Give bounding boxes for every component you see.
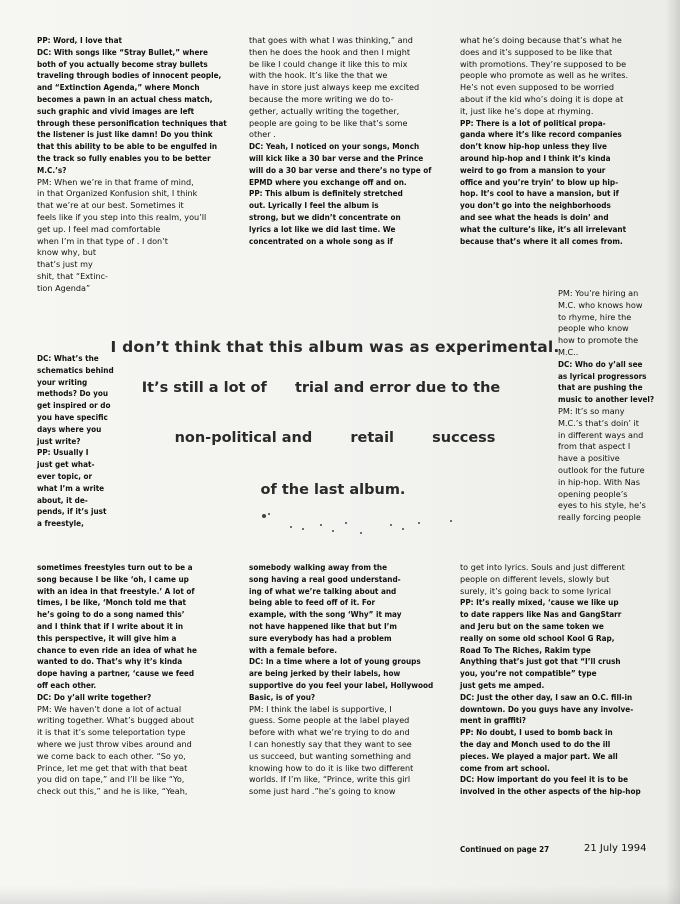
text-line: with a female before.: [249, 644, 338, 655]
text-line: EPMD where you exchange off and on.: [249, 176, 407, 187]
text-line: Anything that’s just got that “I’ll crush: [460, 656, 621, 667]
text-line: feels like if you step into this realm, you’ll: [37, 211, 207, 222]
text-line: PP: This album is definitely stretched: [249, 188, 403, 199]
text-line: will do a 30 bar verse and there’s no type of: [249, 164, 432, 175]
text-line: not have happened like that but I’m: [249, 620, 398, 631]
text-line: people who promote as well as he writes.: [460, 70, 629, 81]
pull-quote-line-4: of the last album.: [260, 482, 406, 498]
text-line: tion Agenda”: [37, 282, 91, 293]
text-line: methods? Do you: [37, 388, 109, 399]
text-line: M.C..: [558, 346, 579, 357]
text-line: your writing: [37, 376, 88, 387]
text-line: PM: It’s so many: [558, 405, 625, 416]
text-line: don’t know hip-hop unless they live: [460, 141, 607, 152]
text-line: where we just throw vibes around and: [37, 738, 192, 749]
text-line: schematics behind: [37, 364, 114, 375]
text-line: you have specific: [37, 411, 108, 422]
text-line: such graphic and vivid images are left: [37, 105, 195, 116]
text-line: before with what we’re trying to do and: [249, 727, 410, 738]
page-bottom-shadow: [0, 886, 680, 904]
text-line: writing together. What’s bugged about: [37, 715, 194, 726]
text-line: PP: It’s really mixed, ‘cause we like up: [460, 597, 619, 608]
text-line: and see what the heads is doin’ and: [460, 211, 609, 222]
text-line: opening people’s: [558, 488, 628, 499]
text-line: then he does the hook and then I might: [249, 46, 410, 57]
text-line: M.C.’s?: [37, 164, 67, 175]
text-line: just gets me amped.: [460, 679, 545, 690]
text-line: he’s going to do a song named this’: [37, 609, 185, 620]
text-line: I can honestly say that they want to see: [249, 738, 412, 749]
text-line: people who know: [558, 323, 629, 334]
text-line: check out this,” and he is like, “Yeah,: [37, 786, 188, 797]
text-line: hop. It’s cool to have a mansion, but if: [460, 188, 619, 199]
text-line: the day and Monch used to do the ill: [460, 738, 611, 749]
text-line: supportive do you feel your label, Hollywood: [249, 679, 434, 690]
text-line: DC: Just the other day, I saw an O.C. fill-in: [460, 691, 633, 702]
pull-quote-line-1: I don’t think that this album was as experimental.: [110, 338, 560, 356]
text-line: M.C.’s that’s doin’ it: [558, 417, 639, 428]
text-line: both of you actually become stray bullets: [37, 58, 208, 69]
text-line: guess. Some people at the label played: [249, 715, 410, 726]
text-line: what he’s doing because that’s what he: [460, 35, 622, 45]
text-line: dope having a partner, ‘cause we feed: [37, 668, 195, 679]
text-line: what the culture’s like, it’s all irrelevant: [460, 223, 627, 234]
text-line: DC: Who do y’all see: [558, 358, 643, 369]
text-line: other .: [249, 129, 276, 140]
text-line: sometimes freestyles turn out to be a: [37, 562, 193, 572]
text-line: get up. I feel mad comfortable: [37, 223, 161, 234]
text-line: how to promote the: [558, 335, 639, 346]
text-line: really forcing people: [558, 512, 641, 523]
text-line: you, you’re not compatible” type: [460, 668, 597, 679]
text-line: PM: You’re hiring an: [558, 288, 639, 298]
text-line: because the more writing we do to-: [249, 93, 394, 104]
text-line: it, just like he’s dope at rhyming.: [460, 105, 594, 116]
text-line: and I think that if I write about it in: [37, 620, 184, 631]
text-line: what I’m a write: [37, 482, 105, 493]
text-line: sure everybody has had a problem: [249, 632, 392, 643]
text-line: somebody walking away from the: [249, 562, 388, 572]
text-line: DC: With songs like “Stray Bullet,” where: [37, 46, 208, 57]
text-line: DC: What’s the: [37, 353, 99, 363]
text-line: wanted to do. That’s why it’s kinda: [37, 656, 183, 667]
text-line: M.C. who knows how: [558, 299, 643, 310]
text-line: does and it’s supposed to be like that: [460, 46, 613, 57]
text-line: have in store just always keep me excited: [249, 82, 420, 93]
text-line: days where you: [37, 423, 102, 434]
text-line: pends, if it’s just: [37, 506, 107, 517]
text-line: PP: There is a lot of political propa-: [460, 117, 606, 128]
column-right-bottom: [460, 562, 665, 798]
text-line: about if the kid who’s doing it is dope at: [460, 93, 624, 104]
text-line: that we’re at our best. Sometimes it: [37, 200, 184, 211]
text-line: knowing how to do it is like two different: [249, 762, 414, 773]
text-line: PM: We haven’t done a lot of actual: [37, 703, 182, 714]
text-line: outlook for the future: [558, 464, 645, 475]
text-line: DC: Do y’all write together?: [37, 691, 152, 702]
text-line: and Jeru but on the same token we: [460, 620, 604, 631]
text-line: surely, it’s going back to some lyrical: [460, 585, 612, 596]
text-line: being able to feed off of it. For: [249, 597, 376, 608]
text-line: traveling through bodies of innocent people,: [37, 70, 222, 81]
text-line: us succeed, but wanting something and: [249, 750, 412, 761]
text-line: strong, but we didn’t concentrate on: [249, 211, 401, 222]
text-line: with the hook. It’s like the that we: [249, 70, 388, 81]
text-line: we come back to each other. “So yo,: [37, 750, 186, 761]
text-line: becomes a pawn in an actual chess match,: [37, 93, 213, 104]
text-line: music to another level?: [558, 394, 655, 405]
column-right-mid: [558, 288, 668, 524]
text-line: to get into lyrics. Souls and just different: [460, 562, 625, 572]
text-line: that goes with what I was thinking,” and: [249, 35, 413, 45]
text-line: PP: No doubt, I used to bomb back in: [460, 727, 613, 738]
text-line: and “Extinction Agenda,” where Monch: [37, 82, 200, 93]
text-line: DC: Yeah, I noticed on your songs, Monch: [249, 141, 420, 152]
column-middle-top: [249, 35, 454, 247]
text-line: ever topic, or: [37, 470, 93, 481]
text-line: concentrated on a whole song as if: [249, 235, 393, 246]
column-middle-bottom: [249, 562, 454, 798]
text-line: ganda where it’s like record companies: [460, 129, 622, 140]
text-line: to rhyme, hire the: [558, 311, 632, 322]
text-line: DC: In a time where a lot of young groups: [249, 656, 421, 667]
text-line: in that Organized Konfusion shit, I think: [37, 188, 198, 199]
text-line: Basic, is of you?: [249, 691, 316, 702]
column-right-top: [460, 35, 665, 247]
text-line: involved in the other aspects of the hip-hop: [460, 786, 641, 797]
continued-note: Continued on page 27: [460, 845, 550, 854]
text-line: off each other.: [37, 679, 97, 690]
text-line: song having a real good understand-: [249, 573, 401, 584]
text-line: ment in graffiti?: [460, 715, 526, 726]
text-line: come from art school.: [460, 762, 550, 773]
text-line: PM: I think the label is supportive, I: [249, 703, 392, 714]
text-line: Road To The Riches, Rakim type: [460, 644, 591, 655]
text-line: song because I be like ‘oh, I came up: [37, 573, 189, 584]
text-line: because that’s where it all comes from.: [460, 235, 623, 246]
text-line: PM: When we’re in that frame of mind,: [37, 176, 194, 187]
column-left-top: [37, 35, 247, 295]
text-line: with an idea in that freestyle.’ A lot of: [37, 585, 195, 596]
text-line: example, with the song ‘Why” it may: [249, 609, 402, 620]
text-line: times, I be like, ‘Monch told me that: [37, 597, 186, 608]
text-line: shit, that “Extinc-: [37, 270, 108, 281]
pull-quote: [110, 332, 560, 512]
page-date: 21 July 1994: [584, 843, 647, 854]
text-line: pieces. We played a major part. We all: [460, 750, 618, 761]
text-line: people on different levels, slowly but: [460, 573, 610, 584]
text-line: from that aspect I: [558, 441, 631, 452]
text-line: people are going to be like that’s some: [249, 117, 408, 128]
column-left-bottom: [37, 562, 247, 798]
text-line: PP: Word, I love that: [37, 35, 122, 45]
text-line: lyrics a lot like we did last time. We: [249, 223, 396, 234]
text-line: will kick like a 30 bar verse and the Prince: [249, 152, 424, 163]
text-line: have a positive: [558, 453, 620, 464]
text-line: ing of what we’re talking about and: [249, 585, 397, 596]
text-line: Prince, let me get that with that beat: [37, 762, 188, 773]
text-line: as lyrical progressors: [558, 370, 647, 381]
text-line: that are pushing the: [558, 382, 643, 393]
text-line: when I’m in that type of . I don’t: [37, 235, 168, 246]
text-line: out. Lyrically I feel the album is: [249, 200, 379, 211]
text-line: PP: Usually I: [37, 447, 89, 458]
text-line: that this ability to be able to be engulfed in: [37, 141, 218, 152]
text-line: really on some old school Kool G Rap,: [460, 632, 615, 643]
text-line: in different ways and: [558, 429, 644, 440]
text-line: chance to even ride an idea of what he: [37, 644, 197, 655]
text-line: get inspired or do: [37, 400, 111, 411]
pull-quote-line-2: It’s still a lot of trial and error due to the: [141, 380, 501, 396]
text-line: about, it de-: [37, 494, 88, 505]
text-line: gether, actually writing the together,: [249, 105, 400, 116]
pull-quote-line-3: non-political and retail success: [174, 430, 496, 446]
text-line: eyes to his style, he’s: [558, 500, 646, 511]
text-line: it is that it’s some teleportation type: [37, 727, 186, 738]
text-line: some just hard .”he’s going to know: [249, 786, 396, 797]
text-line: to date rappers like Nas and GangStarr: [460, 609, 622, 620]
text-line: be like I could change it like this to mix: [249, 58, 408, 69]
text-line: weird to go from a mansion to your: [460, 164, 606, 175]
text-line: just get what-: [37, 459, 95, 470]
text-line: just write?: [37, 435, 81, 446]
text-line: through these personification techniques that: [37, 117, 227, 128]
text-line: with promotions. They’re supposed to be: [460, 58, 627, 69]
text-line: in hip-hop. With Nas: [558, 476, 640, 487]
text-line: that’s just my: [37, 259, 93, 270]
text-line: worlds. If I’m like, “Prince, write this girl: [249, 774, 411, 785]
text-line: around hip-hop and I think it’s kinda: [460, 152, 611, 163]
text-line: the listener is just like damn! Do you think: [37, 129, 213, 140]
text-line: downtown. Do you guys have any involve-: [460, 703, 634, 714]
text-line: He’s not even supposed to be worried: [460, 82, 615, 93]
print-speckles: [250, 512, 470, 542]
text-line: the track so fully enables you to be better: [37, 152, 211, 163]
page-edge-shadow: [666, 0, 680, 904]
text-line: are being jerked by their labels, how: [249, 668, 401, 679]
text-line: you don’t go into the neighborhoods: [460, 200, 611, 211]
text-line: this perspective, it will give him a: [37, 632, 177, 643]
text-line: you did on tape,” and I’ll be like “Yo,: [37, 774, 185, 785]
text-line: a freestyle,: [37, 518, 84, 529]
text-line: DC: How important do you feel it is to be: [460, 774, 629, 785]
text-line: office and you’re tryin’ to blow up hip-: [460, 176, 619, 187]
text-line: know why, but: [37, 247, 97, 258]
